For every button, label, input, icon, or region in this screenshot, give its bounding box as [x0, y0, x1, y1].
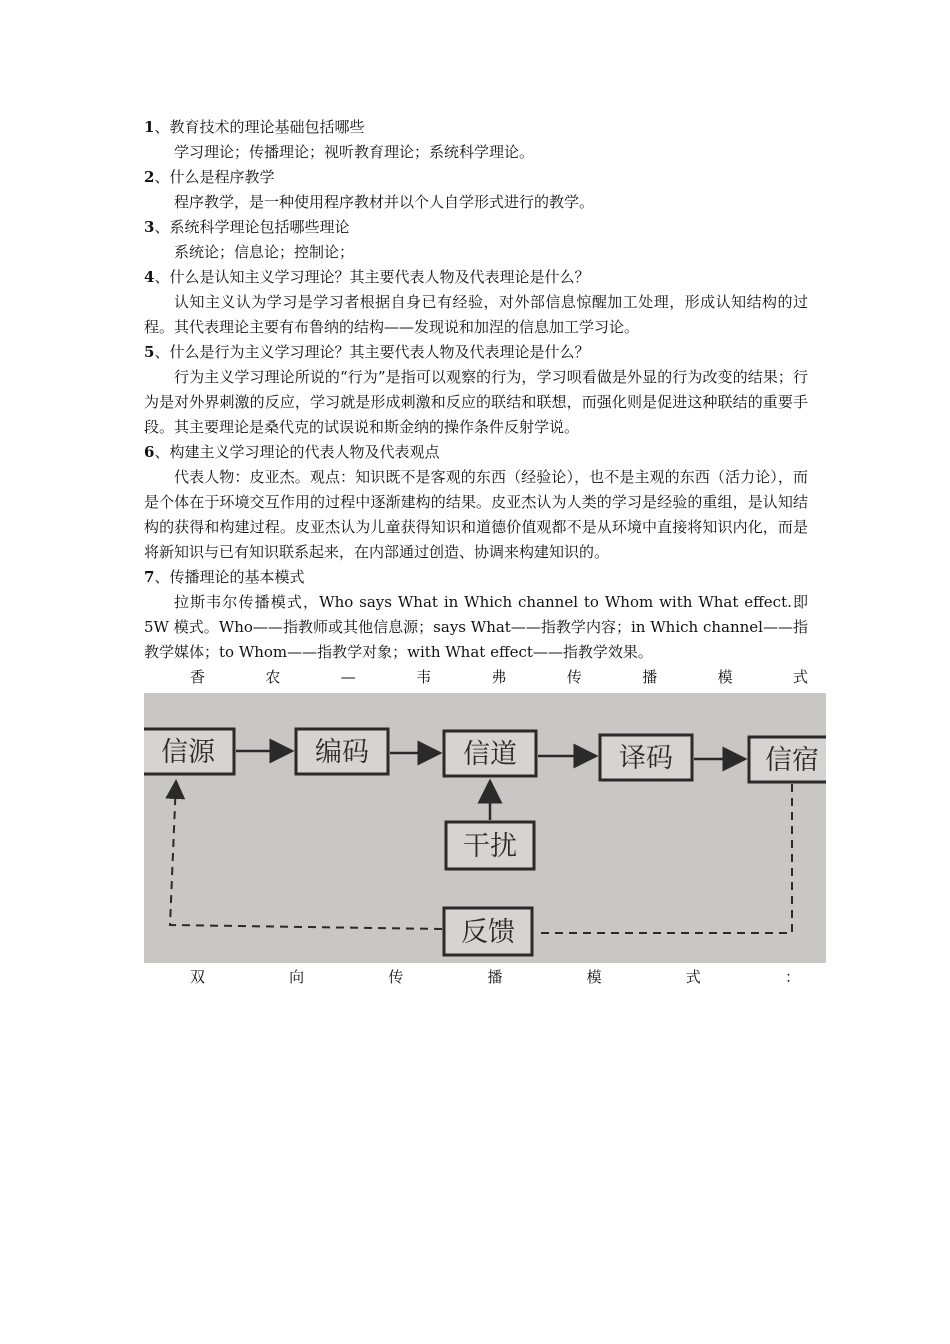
node-receiver-label: 信宿 — [765, 745, 819, 776]
question-3: 3、系统科学理论包括哪些理论 — [144, 218, 350, 236]
question-1: 1、教育技术的理论基础包括哪些 — [144, 118, 365, 136]
node-source — [144, 729, 234, 774]
answer-3: 系统论；信息论；控制论； — [174, 243, 355, 261]
node-feedback — [444, 908, 532, 955]
question-4: 4、什么是认知主义学习理论？其主要代表人物及代表理论是什么？ — [144, 268, 590, 286]
shannon-weaver-diagram — [144, 693, 826, 963]
question-5: 5、什么是行为主义学习理论？其主要代表人物及代表理论是什么？ — [144, 343, 590, 361]
answer-7: 拉斯韦尔传播模式，Who says What in Which channel to Whom with What effect.即 5W 模式。Who——指教师或其他信息源；says What——指教学内容；in Which channel——指教学媒体；to Whom——指教学对象；with What effect——指教学效果。 — [144, 593, 808, 661]
answer-2: 程序教学，是一种使用程序教材并以个人自学形式进行的教学。 — [174, 193, 595, 211]
two-way-caption: 双 向 传 播 模 式 ： — [190, 968, 800, 986]
answer-4: 认知主义认为学习是学习者根据自身已有经验，对外部信息惊醒加工处理，形成认知结构的过程。其代表理论主要有布鲁纳的结构——发现说和加涅的信息加工学习论。 — [144, 293, 808, 336]
node-feedback-label: 反馈 — [461, 917, 515, 948]
question-7: 7、传播理论的基本模式 — [144, 568, 305, 586]
node-receiver — [749, 737, 826, 782]
node-decode — [600, 735, 692, 780]
node-encode — [296, 729, 388, 774]
answer-1: 学习理论；传播理论；视听教育理论；系统科学理论。 — [174, 143, 535, 161]
question-2: 2、什么是程序教学 — [144, 168, 275, 186]
node-channel — [444, 731, 536, 776]
answer-5: 行为主义学习理论所说的“行为”是指可以观察的行为，学习呗看做是外显的行为改变的结果；行为是对外界刺激的反应，学习就是形成刺激和反应的联结和联想，而强化则是促进这种联结的重要手段。其主要理论是桑代克的试误说和斯金纳的操作条件反射学说。 — [144, 368, 808, 436]
shannon-weaver-caption: 香 农 — 韦 弗 传 播 模 式 — [190, 668, 808, 686]
node-noise-label: 干扰 — [463, 831, 517, 862]
node-noise — [446, 822, 534, 869]
node-decode-label: 译码 — [619, 743, 673, 774]
document-body — [144, 115, 819, 990]
question-6: 6、构建主义学习理论的代表人物及代表观点 — [144, 443, 440, 461]
node-channel-label: 信道 — [463, 739, 517, 770]
node-source-label: 信源 — [161, 737, 215, 768]
node-encode-label: 编码 — [315, 737, 369, 768]
answer-6: 代表人物：皮亚杰。观点：知识既不是客观的东西（经验论），也不是主观的东西（活力论），而是个体在于环境交互作用的过程中逐渐建构的结果。皮亚杰认为人类的学习是经验的重组，是认知结构的获得和构建过程。皮亚杰认为儿童获得知识和道德价值观都不是从环境中直接将知识内化，而是将新知识与已有知识联系起来，在内部通过创造、协调来构建知识的。 — [144, 468, 808, 561]
